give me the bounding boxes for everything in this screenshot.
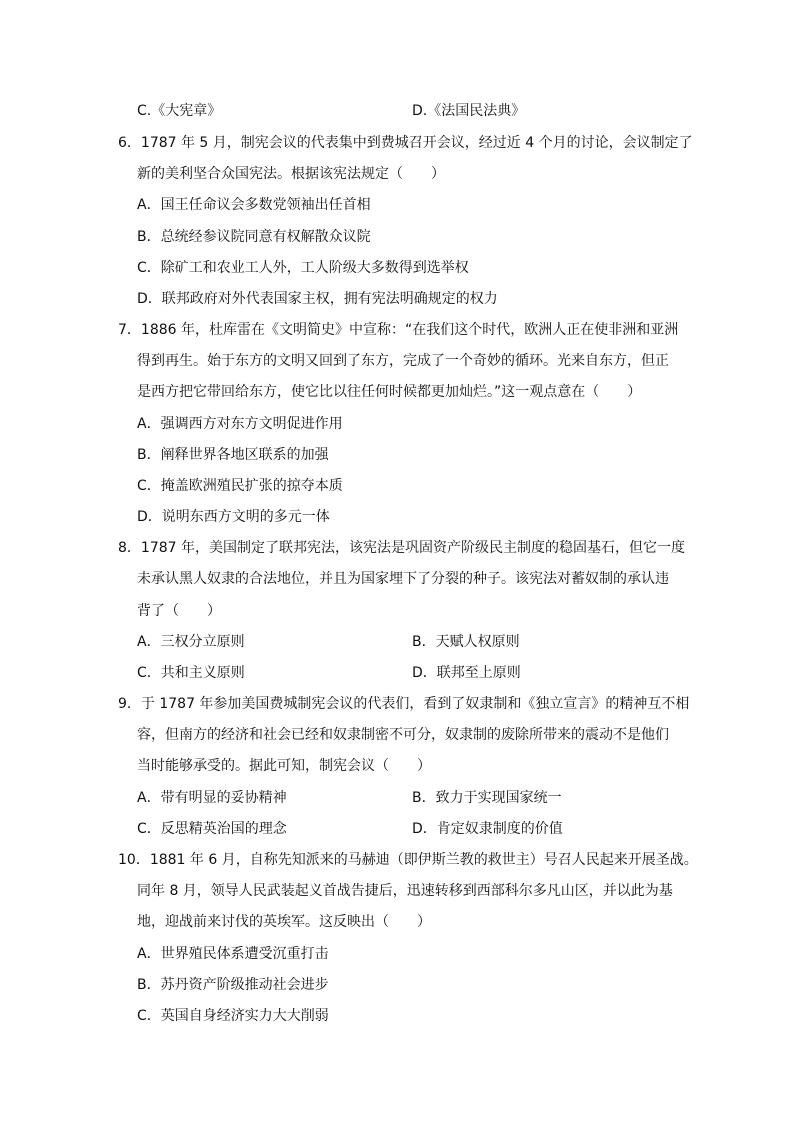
q6-stem-line-1: 6．1787 年 5 月，制宪会议的代表集中到费城召开会议，经过近 4 个月的讨论，会议制定了 (118, 135, 693, 151)
q6-stem-line-2: 新的美利坚合众国宪法。根据该宪法规定（ ） (137, 166, 445, 182)
q8-stem-line-3: 背了（ ） (137, 603, 221, 619)
q9-stem-line-3: 当时能够承受的。据此可知，制宪会议（ ） (137, 758, 431, 774)
q6-option-c[interactable]: C．除矿工和农业工人外，工人阶级大多数得到选举权 (137, 260, 469, 276)
q10-option-a[interactable]: A．世界殖民体系遭受沉重打击 (137, 946, 329, 962)
q9-option-d[interactable]: D．肯定奴隶制度的价值 (412, 821, 563, 837)
q7-stem-line-2: 得到再生。始于东方的文明又回到了东方，完成了一个奇妙的循环。光来自东方，但正 (137, 353, 669, 369)
q8-stem-line-2: 未承认黑人奴隶的合法地位，并且为国家埋下了分裂的种子。该宪法对蓄奴制的承认违 (137, 571, 669, 587)
q8-option-a[interactable]: A．三权分立原则 (137, 634, 245, 650)
q7-stem-line-1: 7．1886 年，杜库雷在《文明简史》中宣称：“在我们这个时代，欧洲人正在使非洲和亚洲 (118, 322, 679, 338)
q6-option-b[interactable]: B．总统经参议院同意有权解散众议院 (137, 229, 371, 245)
q8-option-b[interactable]: B．天赋人权原则 (412, 634, 520, 650)
q7-option-d[interactable]: D．说明东西方文明的多元一体 (137, 509, 330, 525)
q7-option-b[interactable]: B．阐释世界各地区联系的加强 (137, 447, 329, 463)
q10-option-c[interactable]: C．英国自身经济实力大大削弱 (137, 1008, 329, 1024)
q9-stem-line-2: 容，但南方的经济和社会已经和奴隶制密不可分，奴隶制的废除所带来的震动不是他们 (137, 727, 669, 743)
q10-option-b[interactable]: B．苏丹资产阶级推动社会进步 (137, 977, 329, 993)
q9-option-b[interactable]: B．致力于实现国家统一 (412, 790, 562, 806)
q8-option-c[interactable]: C．共和主义原则 (137, 665, 245, 681)
q10-stem-line-3: 地，迎战前来讨伐的英埃军。这反映出（ ） (137, 914, 431, 930)
q7-option-c[interactable]: C．掩盖欧洲殖民扩张的掠夺本质 (137, 478, 343, 494)
q8-option-d[interactable]: D．联邦至上原则 (412, 665, 521, 681)
q9-option-c[interactable]: C．反思精英治国的理念 (137, 821, 287, 837)
q5-option-d[interactable]: D.《法国民法典》 (412, 103, 526, 119)
q7-stem-line-3: 是西方把它带回给东方，使它比以往任何时候都更加灿烂。”这一观点意在（ ） (137, 384, 642, 400)
q6-option-a[interactable]: A．国王任命议会多数党领袖出任首相 (137, 197, 371, 213)
q9-stem-line-1: 9．于 1787 年参加美国费城制宪会议的代表们，看到了奴隶制和《独立宣言》的精神互不相 (118, 696, 690, 712)
q5-option-c[interactable]: C.《大宪章》 (137, 103, 222, 119)
q7-option-a[interactable]: A．强调西方对东方文明促进作用 (137, 416, 343, 432)
q10-stem-line-2: 同年 8 月，领导人民武装起义首战告捷后，迅速转移到西部科尔多凡山区，并以此为基 (137, 883, 673, 899)
q9-option-a[interactable]: A．带有明显的妥协精神 (137, 790, 287, 806)
q10-stem-line-1: 10．1881 年 6 月，自称先知派来的马赫迪（即伊斯兰教的救世主）号召人民起来开展圣战。 (118, 852, 698, 868)
q6-option-d[interactable]: D．联邦政府对外代表国家主权，拥有宪法明确规定的权力 (137, 291, 498, 307)
q8-stem-line-1: 8．1787 年，美国制定了联邦宪法，该宪法是巩固资产阶级民主制度的稳固基石，但它一度 (118, 540, 685, 556)
